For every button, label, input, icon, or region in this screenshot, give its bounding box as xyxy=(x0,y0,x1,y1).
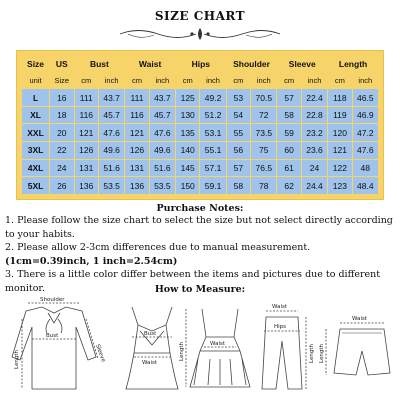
unit-cell: inch xyxy=(251,73,276,88)
note-3: 3. There is a little color differ between the items and pictures due to different monitor. xyxy=(5,269,381,294)
unit-cell: unit xyxy=(22,73,49,88)
table-cell: 53.1 xyxy=(200,124,225,141)
table-cell: 145 xyxy=(176,160,199,177)
table-cell: 59 xyxy=(277,124,300,141)
table-cell: 126 xyxy=(125,142,148,159)
unit-cell: Size xyxy=(50,73,73,88)
blouse-diagram xyxy=(12,303,98,389)
table-cell: 18 xyxy=(50,107,73,124)
label-bust-top: Bust xyxy=(144,331,157,337)
unit-cell: inch xyxy=(99,73,124,88)
table-cell: 111 xyxy=(75,89,98,106)
label-waist-top: Waist xyxy=(142,360,158,366)
table-cell: 47.2 xyxy=(353,124,378,141)
unit-cell: inch xyxy=(200,73,225,88)
table-cell: 46.9 xyxy=(353,107,378,124)
label-waist-dress: Waist xyxy=(210,341,226,347)
header-bust: Bust xyxy=(75,56,125,72)
table-cell: 70.5 xyxy=(251,89,276,106)
table-cell: 46.5 xyxy=(353,89,378,106)
table-cell: 24 xyxy=(302,160,327,177)
table-cell: 131 xyxy=(75,160,98,177)
size-label-cell: XXL xyxy=(22,124,49,141)
table-cell: 53.5 xyxy=(99,177,124,194)
table-cell: 22 xyxy=(50,142,73,159)
ornament-divider xyxy=(118,26,282,42)
table-row xyxy=(22,160,378,177)
trousers-diagram xyxy=(262,311,306,389)
label-length-trousers: Length xyxy=(309,344,315,363)
size-label-cell: XL xyxy=(22,107,49,124)
shorts-diagram xyxy=(326,323,390,375)
table-cell: 121 xyxy=(75,124,98,141)
header-shoulder: Shoulder xyxy=(227,56,277,72)
header-length: Length xyxy=(328,56,378,72)
table-row xyxy=(22,142,378,159)
table-cell: 54 xyxy=(227,107,250,124)
label-bust: Bust xyxy=(46,333,59,339)
note-1: 1. Please follow the size chart to select the size but not select directly according to your habits. xyxy=(5,215,393,240)
table-cell: 24 xyxy=(50,160,73,177)
note-2 xyxy=(5,241,397,268)
label-waist-shorts: Waist xyxy=(352,316,368,322)
table-header-row xyxy=(22,56,378,72)
table-cell: 58 xyxy=(227,177,250,194)
table-cell: 78 xyxy=(251,177,276,194)
table-cell: 136 xyxy=(125,177,148,194)
table-cell: 51.6 xyxy=(150,160,175,177)
table-cell: 140 xyxy=(176,142,199,159)
table-cell: 53.5 xyxy=(150,177,175,194)
table-row xyxy=(22,177,378,194)
table-cell: 55 xyxy=(227,124,250,141)
size-label-cell: L xyxy=(22,89,49,106)
table-cell: 23.2 xyxy=(302,124,327,141)
table-cell: 20 xyxy=(50,124,73,141)
table-cell: 135 xyxy=(176,124,199,141)
table-cell: 62 xyxy=(277,177,300,194)
table-cell: 131 xyxy=(125,160,148,177)
size-label-cell: 4XL xyxy=(22,160,49,177)
label-hips-trousers: Hips xyxy=(274,324,287,330)
table-cell: 48 xyxy=(353,160,378,177)
table-row xyxy=(22,89,378,106)
table-cell: 60 xyxy=(277,142,300,159)
table-cell: 58 xyxy=(277,107,300,124)
table-cell: 47.6 xyxy=(150,124,175,141)
table-cell: 16 xyxy=(50,89,73,106)
table-cell: 24.4 xyxy=(302,177,327,194)
table-cell: 121 xyxy=(328,142,351,159)
label-waist-trousers: Waist xyxy=(272,304,288,310)
unit-cell: cm xyxy=(176,73,199,88)
unit-cell: cm xyxy=(227,73,250,88)
table-cell: 59.1 xyxy=(200,177,225,194)
header-size: Size xyxy=(22,56,49,72)
table-cell: 47.6 xyxy=(353,142,378,159)
table-cell: 119 xyxy=(328,107,351,124)
table-cell: 125 xyxy=(176,89,199,106)
table-cell: 120 xyxy=(328,124,351,141)
table-cell: 53 xyxy=(227,89,250,106)
unit-cell: inch xyxy=(302,73,327,88)
table-cell: 26 xyxy=(50,177,73,194)
size-chart-table xyxy=(21,55,379,195)
label-length: Length xyxy=(14,350,20,369)
purchase-notes-title: Purchase Notes: xyxy=(156,203,244,214)
table-cell: 47.6 xyxy=(99,124,124,141)
table-cell: 150 xyxy=(176,177,199,194)
table-cell: 118 xyxy=(328,89,351,106)
size-label-cell: 5XL xyxy=(22,177,49,194)
header-sleeve: Sleeve xyxy=(277,56,327,72)
table-cell: 116 xyxy=(125,107,148,124)
table-cell: 43.7 xyxy=(150,89,175,106)
measurement-illustrations xyxy=(4,297,396,397)
table-cell: 116 xyxy=(75,107,98,124)
table-cell: 45.7 xyxy=(99,107,124,124)
dress-diagram xyxy=(186,309,250,387)
note-2-text: 2. Please allow 2-3cm differences due to manual measurement. xyxy=(5,242,311,253)
table-cell: 23.6 xyxy=(302,142,327,159)
unit-cell: inch xyxy=(150,73,175,88)
table-cell: 126 xyxy=(75,142,98,159)
table-cell: 51.6 xyxy=(99,160,124,177)
table-cell: 75 xyxy=(251,142,276,159)
table-cell: 122 xyxy=(328,160,351,177)
table-cell: 56 xyxy=(227,142,250,159)
table-cell: 130 xyxy=(176,107,199,124)
header-us: US xyxy=(50,56,73,72)
table-cell: 49.6 xyxy=(99,142,124,159)
how-to-measure-title: How to Measure: xyxy=(154,284,246,295)
note-2-conversion: (1cm=0.39inch, 1 inch=2.54cm) xyxy=(5,255,178,267)
unit-cell: cm xyxy=(125,73,148,88)
table-cell: 45.7 xyxy=(150,107,175,124)
table-cell: 43.7 xyxy=(99,89,124,106)
table-cell: 49.2 xyxy=(200,89,225,106)
label-sleeve: Sleeve xyxy=(94,343,107,364)
unit-cell: inch xyxy=(353,73,378,88)
unit-cell: cm xyxy=(75,73,98,88)
table-cell: 57 xyxy=(277,89,300,106)
table-cell: 111 xyxy=(125,89,148,106)
measurement-diagrams xyxy=(4,297,396,397)
table-cell: 51.2 xyxy=(200,107,225,124)
table-unit-row xyxy=(22,73,378,88)
table-cell: 121 xyxy=(125,124,148,141)
table-cell: 22.4 xyxy=(302,89,327,106)
table-cell: 57.1 xyxy=(200,160,225,177)
table-cell: 57 xyxy=(227,160,250,177)
table-cell: 123 xyxy=(328,177,351,194)
size-chart-title: SIZE CHART xyxy=(154,9,246,23)
header-waist: Waist xyxy=(125,56,175,72)
size-chart-table-panel xyxy=(16,50,384,200)
label-shoulder: Shoulder xyxy=(40,297,65,303)
unit-cell: cm xyxy=(277,73,300,88)
table-row xyxy=(22,107,378,124)
table-cell: 76.5 xyxy=(251,160,276,177)
label-length-dress: Length xyxy=(179,342,185,361)
table-row xyxy=(22,124,378,141)
table-body xyxy=(22,89,378,194)
table-cell: 48.4 xyxy=(353,177,378,194)
table-cell: 73.5 xyxy=(251,124,276,141)
size-label-cell: 3XL xyxy=(22,142,49,159)
table-cell: 61 xyxy=(277,160,300,177)
purchase-notes xyxy=(5,214,397,295)
table-cell: 136 xyxy=(75,177,98,194)
table-cell: 49.6 xyxy=(150,142,175,159)
unit-cell: cm xyxy=(328,73,351,88)
table-cell: 22.8 xyxy=(302,107,327,124)
header-hips: Hips xyxy=(176,56,226,72)
table-cell: 72 xyxy=(251,107,276,124)
camisole-diagram xyxy=(126,307,178,389)
table-cell: 55.1 xyxy=(200,142,225,159)
label-length-shorts: Length xyxy=(319,344,325,363)
